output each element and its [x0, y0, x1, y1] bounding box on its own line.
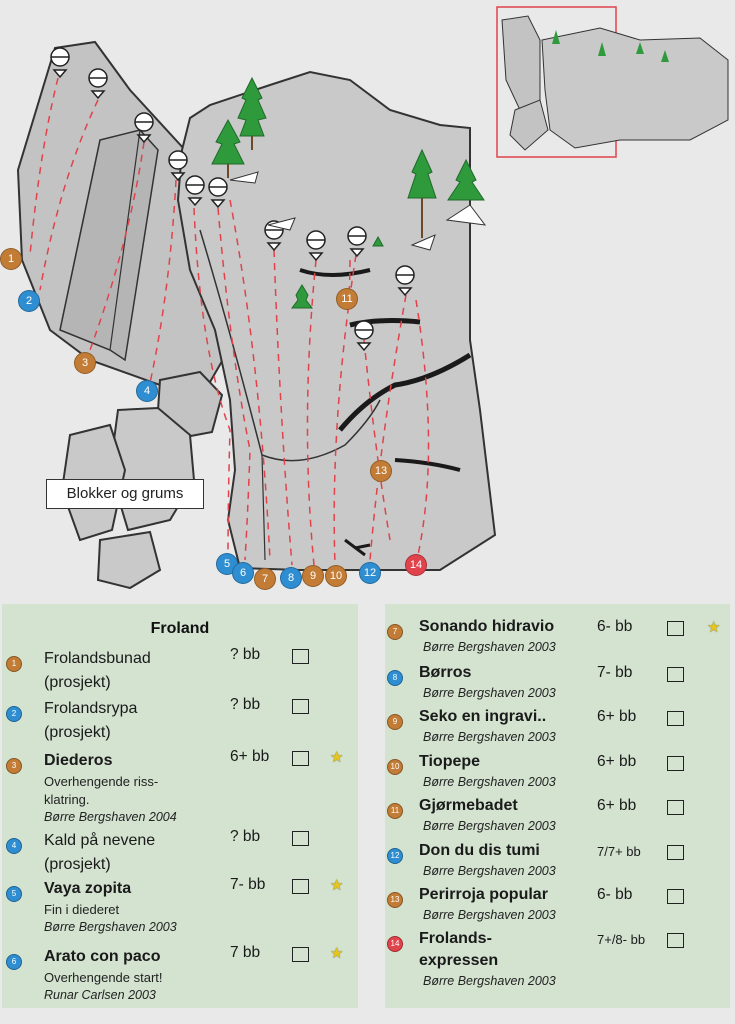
route-name: Sonando hidravio	[419, 618, 555, 635]
route-grade: 6+ bb	[597, 708, 637, 725]
route-number-dot: 9	[387, 714, 403, 730]
route-name: expressen	[419, 952, 499, 969]
tick-checkbox[interactable]	[292, 831, 309, 846]
route-grade: 6- bb	[597, 618, 633, 635]
route-author: Børre Bergshaven 2003	[44, 920, 177, 934]
route-description: Overhengende start!	[44, 970, 163, 985]
tick-checkbox[interactable]	[292, 699, 309, 714]
route-author: Børre Bergshaven 2004	[44, 810, 177, 824]
route-name: Vaya zopita	[44, 880, 132, 897]
route-name: Frolandsrypa	[44, 700, 138, 717]
route-badge-8: 8	[280, 567, 302, 589]
route-grade: 7+/8- bb	[597, 932, 646, 947]
route-author: Børre Bergshaven 2003	[423, 640, 556, 654]
boulder	[98, 532, 160, 588]
route-number-dot: 5	[6, 886, 22, 902]
route-number-dot: 11	[387, 803, 403, 819]
overview-thumbnail	[497, 7, 728, 157]
route-author: Børre Bergshaven 2003	[423, 730, 556, 744]
route-badge-9: 9	[302, 565, 324, 587]
tick-checkbox[interactable]	[667, 621, 684, 636]
route-description: klatring.	[44, 792, 90, 807]
route-grade: ? bb	[230, 828, 261, 845]
tick-checkbox[interactable]	[667, 756, 684, 771]
route-description: Overhengende riss-	[44, 774, 159, 789]
route-grade: 6+ bb	[597, 753, 637, 770]
route-number-dot: 13	[387, 892, 403, 908]
route-name: Tiopepe	[419, 753, 481, 770]
route-grade: 6+ bb	[597, 797, 637, 814]
route-name: Gjørmebadet	[419, 797, 518, 814]
route-grade: 7- bb	[597, 664, 633, 681]
route-badge-5: 5	[216, 553, 238, 575]
route-author: Børre Bergshaven 2003	[423, 686, 556, 700]
route-badge-2: 2	[18, 290, 40, 312]
route-badge-13: 13	[370, 460, 392, 482]
route-name: (prosjekt)	[44, 674, 111, 691]
route-name: (prosjekt)	[44, 856, 111, 873]
tick-checkbox[interactable]	[292, 649, 309, 664]
route-number-dot: 14	[387, 936, 403, 952]
route-badge-4: 4	[136, 380, 158, 402]
route-badge-6: 6	[232, 562, 254, 584]
route-name: Børros	[419, 664, 472, 681]
route-number-dot: 1	[6, 656, 22, 672]
route-name: Diederos	[44, 752, 113, 769]
star-icon: ★	[330, 749, 344, 766]
route-badge-3: 3	[74, 352, 96, 374]
route-badge-12: 12	[359, 562, 381, 584]
route-list-panel-right	[385, 604, 730, 1008]
crag-title: Froland	[150, 620, 210, 637]
route-name: (prosjekt)	[44, 724, 111, 741]
route-name: Seko en ingravi..	[419, 708, 547, 725]
area-label-blokker: Blokker og grums	[46, 479, 204, 509]
route-badge-11: 11	[336, 288, 358, 310]
route-name: Arato con paco	[44, 948, 161, 965]
route-number-dot: 3	[6, 758, 22, 774]
star-icon: ★	[330, 945, 344, 962]
tick-checkbox[interactable]	[292, 751, 309, 766]
route-grade: 6- bb	[597, 886, 633, 903]
route-number-dot: 2	[6, 706, 22, 722]
route-grade: 7- bb	[230, 876, 266, 893]
route-author: Børre Bergshaven 2003	[423, 864, 556, 878]
route-name: Frolands-	[419, 930, 492, 947]
tick-checkbox[interactable]	[667, 933, 684, 948]
route-name: Frolandsbunad	[44, 650, 151, 667]
route-number-dot: 4	[6, 838, 22, 854]
route-author: Runar Carlsen 2003	[44, 988, 156, 1002]
route-description: Fin i diederet	[44, 902, 120, 917]
route-author: Børre Bergshaven 2003	[423, 974, 556, 988]
tick-checkbox[interactable]	[667, 711, 684, 726]
route-grade: 7/7+ bb	[597, 844, 641, 859]
route-name: Don du dis tumi	[419, 842, 540, 859]
route-number-dot: 6	[6, 954, 22, 970]
tick-checkbox[interactable]	[667, 845, 684, 860]
star-icon: ★	[330, 877, 344, 894]
route-author: Børre Bergshaven 2003	[423, 908, 556, 922]
route-badge-1: 1	[0, 248, 22, 270]
route-author: Børre Bergshaven 2003	[423, 775, 556, 789]
route-number-dot: 7	[387, 624, 403, 640]
route-badge-10: 10	[325, 565, 347, 587]
route-number-dot: 10	[387, 759, 403, 775]
tick-checkbox[interactable]	[292, 947, 309, 962]
route-badge-14: 14	[405, 554, 427, 576]
tick-checkbox[interactable]	[667, 667, 684, 682]
tick-checkbox[interactable]	[667, 800, 684, 815]
route-name: Kald på nevene	[44, 832, 156, 849]
route-grade: 6+ bb	[230, 748, 270, 765]
route-number-dot: 12	[387, 848, 403, 864]
route-author: Børre Bergshaven 2003	[423, 819, 556, 833]
route-grade: ? bb	[230, 696, 261, 713]
route-badge-7: 7	[254, 568, 276, 590]
star-icon: ★	[707, 619, 721, 636]
route-name: Perirroja popular	[419, 886, 548, 903]
route-grade: 7 bb	[230, 944, 261, 961]
route-list-panel-left	[2, 604, 358, 1008]
route-number-dot: 8	[387, 670, 403, 686]
tick-checkbox[interactable]	[292, 879, 309, 894]
route-grade: ? bb	[230, 646, 261, 663]
tick-checkbox[interactable]	[667, 889, 684, 904]
